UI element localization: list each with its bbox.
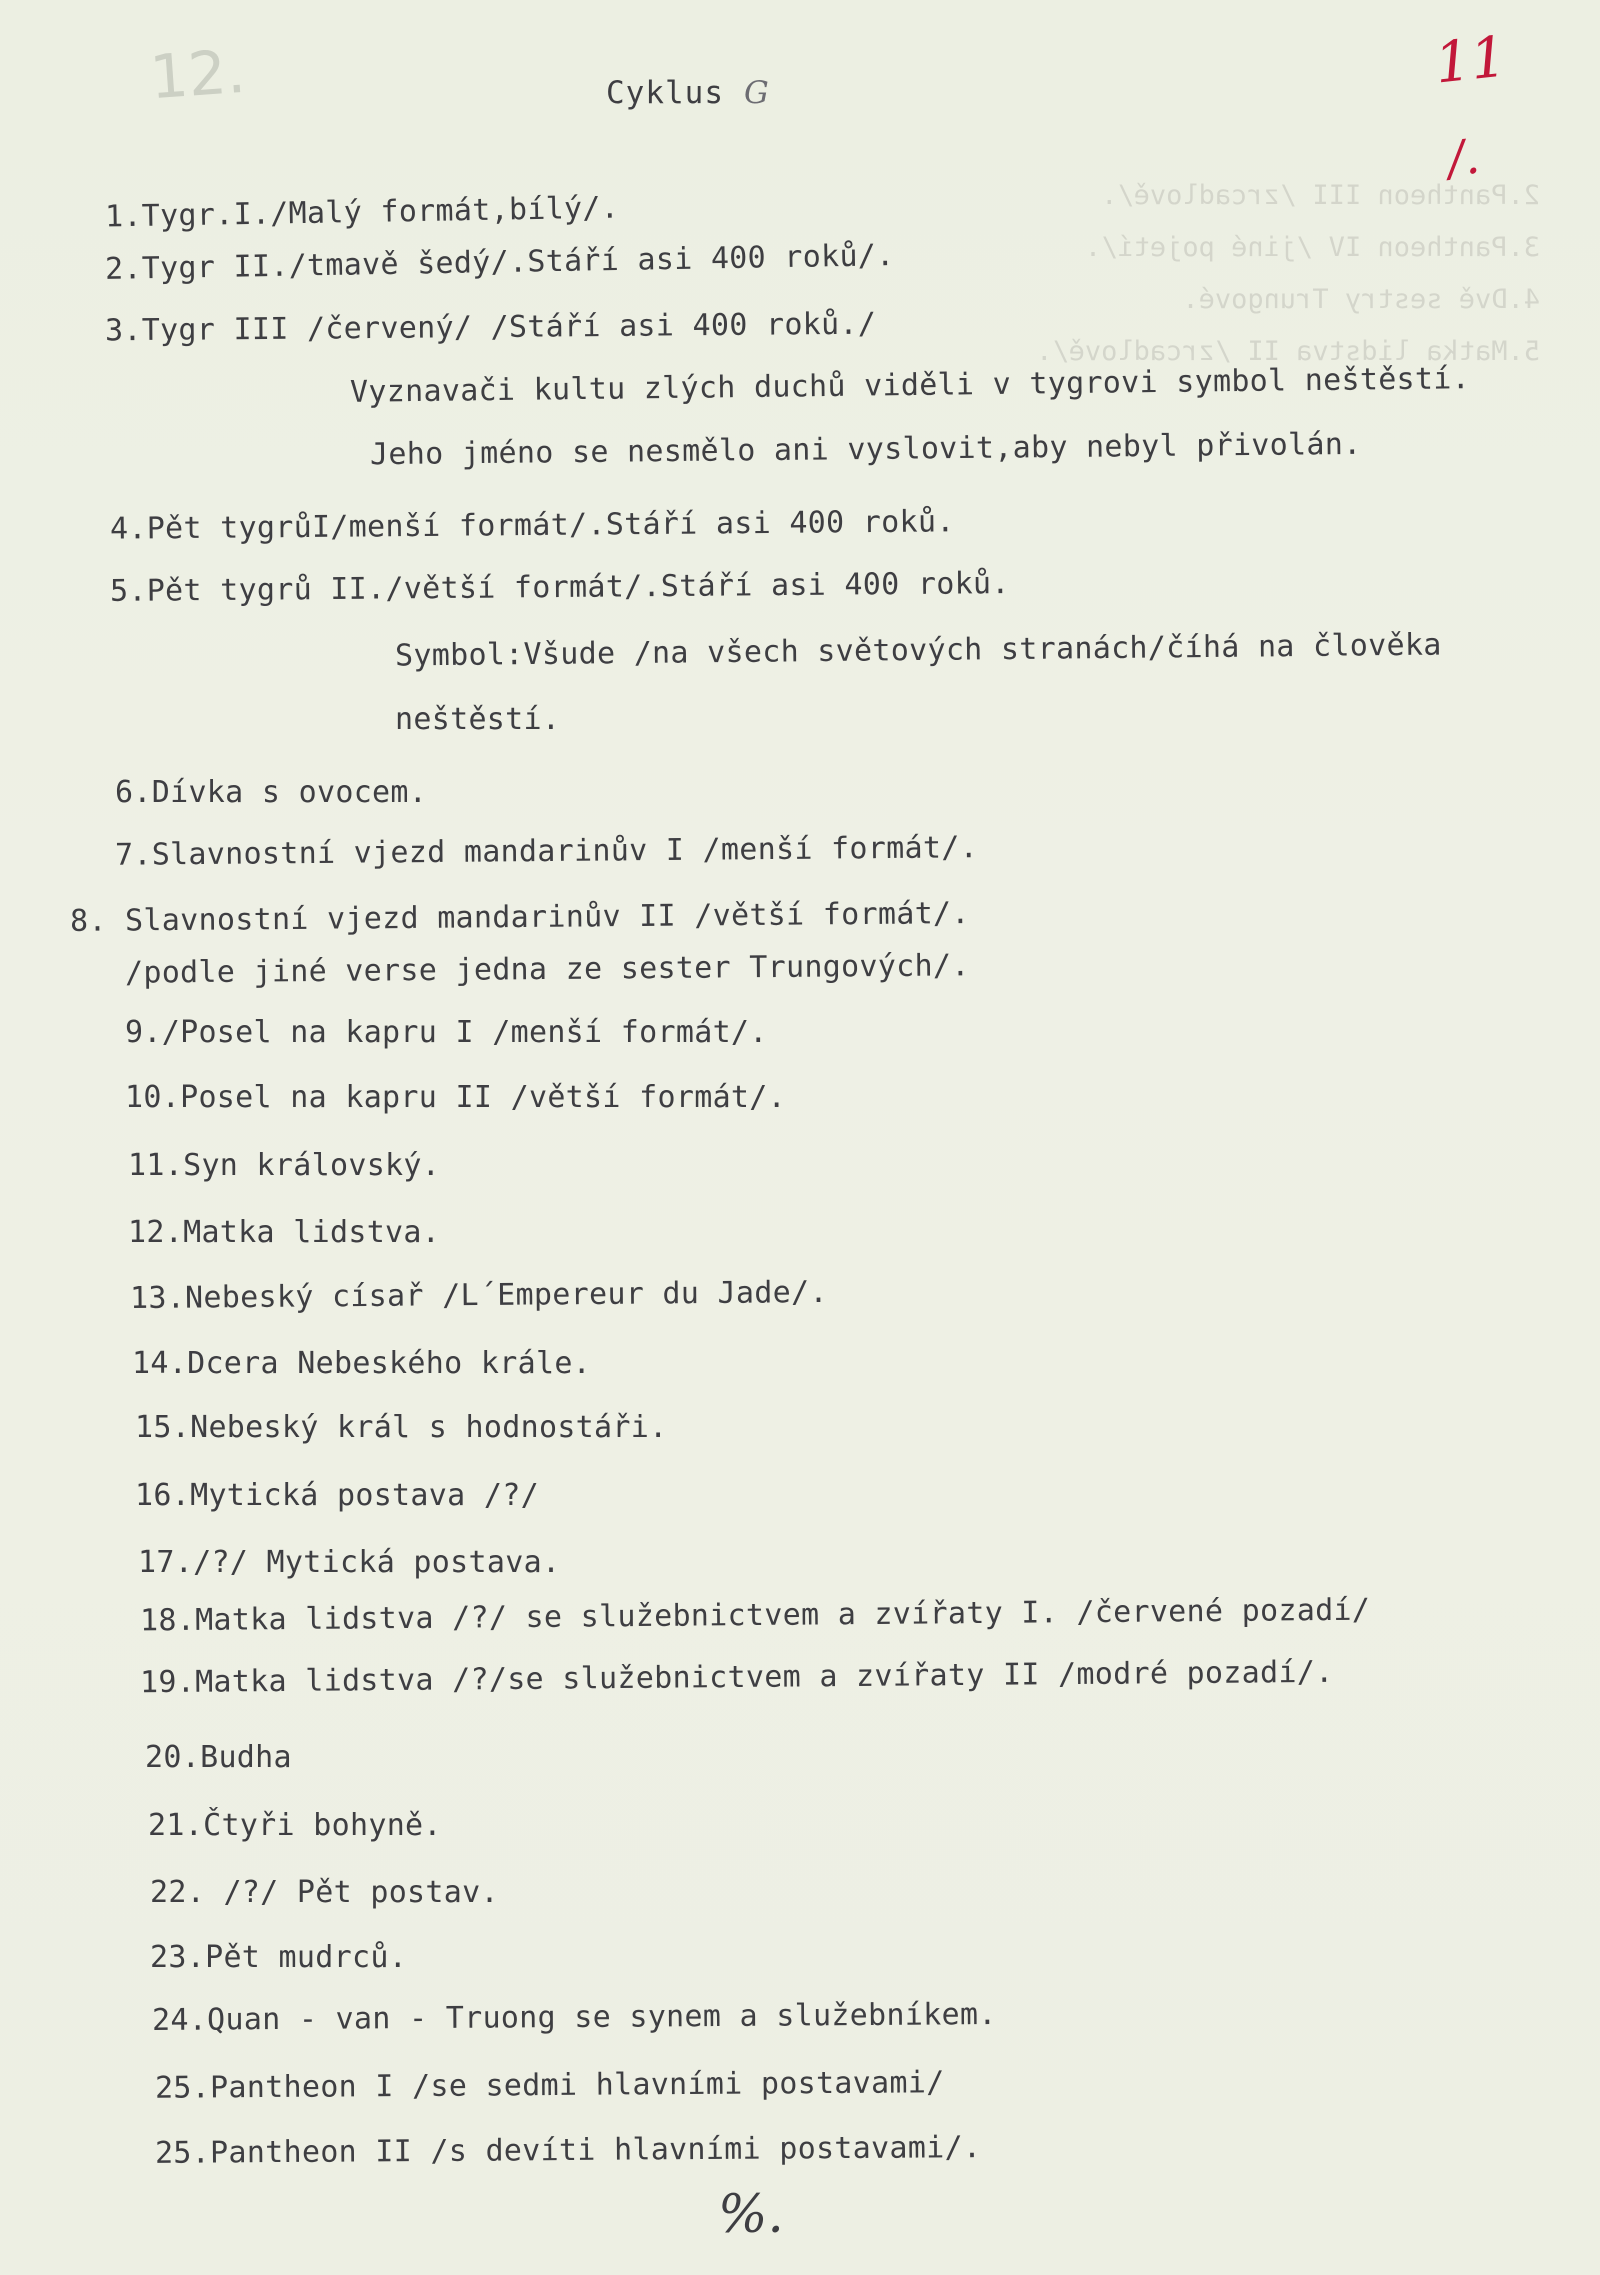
list-item: 9./Posel na kapru I /menší formát/. [125, 1015, 768, 1050]
list-item-note: Symbol:Všude /na všech světových stranách/číhá na člověka [394, 627, 1442, 674]
list-item: 17./?/ Mytická postava. [138, 1545, 561, 1580]
list-item: 15.Nebeský král s hodnostáři. [135, 1410, 668, 1445]
list-item-note: neštěstí. [395, 702, 561, 737]
list-item: 7.Slavnostní vjezd mandarinův I /menší formát/. [114, 830, 979, 873]
list-item: 2.Tygr II./tmavě šedý/.Stáří asi 400 roků/. [104, 238, 895, 287]
page-title [606, 75, 770, 111]
footer-mark: %. [718, 2185, 784, 2245]
list-item: 14.Dcera Nebeského krále. [132, 1346, 592, 1381]
title-handwritten-letter: G [743, 75, 770, 111]
list-item: 22. /?/ Pět postav. [150, 1875, 499, 1910]
faded-number: 12. [147, 36, 248, 114]
list-item: 19.Matka lidstva /?/se služebnictvem a zvířaty II /modré pozadí/. [139, 1654, 1334, 1701]
list-item: 24.Quan - van - Truong se synem a služebníkem. [151, 1997, 997, 2038]
list-item: 13.Nebeský císař /L´Empereur du Jade/. [129, 1274, 828, 1317]
list-item: 10.Posel na kapru II /větší formát/. [125, 1080, 787, 1115]
list-item-note: Jeho jméno se nesmělo ani vyslovit,aby nebyl přivolán. [369, 426, 1362, 473]
bleed-through-text: 2.Pantheon III /zrcadlově/. 3.Pantheon IV /jiné pojetí/. 4.Dvě sestry Trungové. 5.Matka lidstva II /zrcadlově/. [1036, 180, 1540, 367]
list-item: 1.Tygr.I./Malý formát,bílý/. [104, 190, 620, 235]
title-text: Cyklus [606, 75, 724, 111]
list-item: 8. Slavnostní vjezd mandarinův II /větší formát/. [69, 896, 970, 939]
page-mark: /. [1445, 128, 1483, 188]
list-item: 6.Dívka s ovocem. [115, 775, 428, 810]
list-item: 18.Matka lidstva /?/ se služebnictvem a zvířaty I. /červené pozadí/ [139, 1592, 1371, 1639]
list-item: 23.Pět mudrců. [150, 1940, 408, 1975]
list-item: 21.Čtyři bohyně. [148, 1808, 442, 1843]
list-item: 12.Matka lidstva. [128, 1215, 441, 1250]
page-number: 11 [1431, 24, 1510, 97]
list-item: 16.Mytická postava /?/ [135, 1478, 539, 1513]
list-item: 20.Budha [145, 1740, 292, 1775]
list-item: 11.Syn královský. [128, 1148, 441, 1183]
list-item: /podle jiné verse jedna ze sester Trungových/. [124, 948, 970, 991]
list-item-note: Vyznavači kultu zlých duchů viděli v tygrovi symbol neštěstí. [349, 361, 1471, 410]
list-item: 5.Pět tygrů II./větší formát/.Stáří asi 400 roků. [109, 566, 1010, 609]
list-item: 25.Pantheon II /s devíti hlavními postavami/. [154, 2130, 982, 2171]
list-item: 3.Tygr III /červený/ /Stáří asi 400 roků./ [104, 306, 877, 349]
list-item: 25.Pantheon I /se sedmi hlavními postavami/ [154, 2065, 945, 2106]
list-item: 4.Pět tygrůI/menší formát/.Stáří asi 400 roků. [109, 504, 955, 547]
